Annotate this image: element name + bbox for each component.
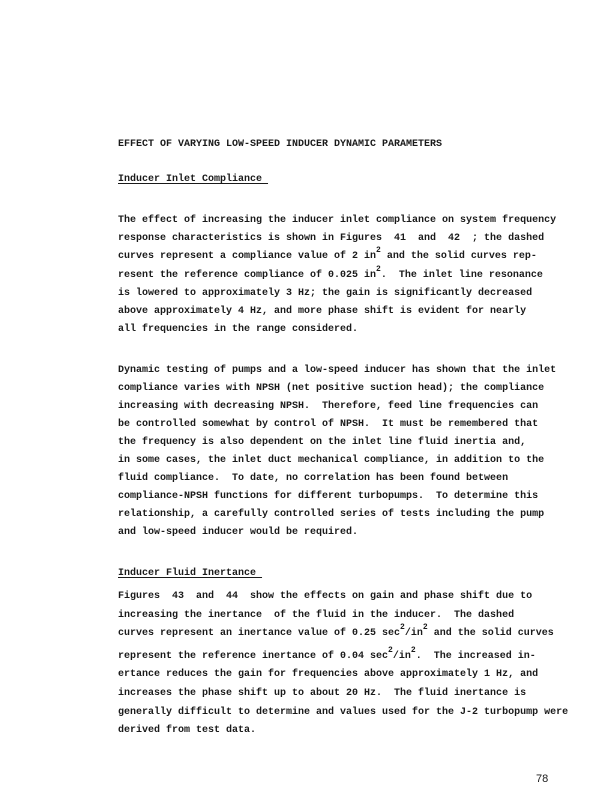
paragraph-line: The effect of increasing the inducer inlet compliance on system frequency: [118, 215, 557, 226]
paragraph-line: represent the reference inertance of 0.04 $\sec^2/in^2$. The increased in-: [118, 645, 536, 662]
paragraph-line: and low-speed inducer would be required.: [118, 527, 359, 538]
section-heading: Inducer Fluid Inertance: [118, 568, 263, 579]
paragraph-line: compliance varies with NPSH (net positive suction head); the compliance: [118, 383, 545, 394]
paragraph-line: curves represent an inertance value of 0.25 $\sec^2/in^2$ and the solid curves: [118, 623, 554, 640]
paragraph-line: be controlled somewhat by control of NPSH. It must be remembered that: [118, 419, 539, 430]
paragraph-line: increasing the inertance of the fluid in the inducer. The dashed: [118, 609, 515, 621]
paragraph-line: response characteristics is shown in Figures 41 and 42 ; the dashed: [118, 233, 545, 245]
paragraph-line: the frequency is also dependent on the inlet line fluid inertia and,: [118, 437, 527, 448]
superscript: 2: [410, 645, 416, 655]
paragraph-line: relationship, a carefully controlled series of tests including the pump: [118, 509, 545, 520]
section-heading: Inducer Inlet Compliance: [118, 174, 269, 185]
paragraph-line: in some cases, the inlet duct mechanical compliance, in addition to the: [118, 455, 545, 466]
paragraph-line: is lowered to approximately 3 Hz; the gain is significantly decreased: [118, 287, 533, 299]
paragraph-line: Figures 43 and 44 show the effects on gain and phase shift due to: [118, 591, 533, 602]
paragraph-line: compliance-NPSH functions for different turbopumps. To determine this: [118, 491, 539, 502]
superscript: 2: [376, 264, 381, 274]
paragraph-line: derived from test data.: [118, 725, 257, 737]
paragraph-line: all frequencies in the range considered.: [118, 324, 359, 336]
paragraph-line: Dynamic testing of pumps and a low-speed inducer has shown that the inlet: [118, 365, 557, 376]
paragraph-line: fluid compliance. To date, no correlation has been found between: [118, 473, 509, 484]
paragraph-line: generally difficult to determine and values used for the J-2 turbopump were: [118, 706, 569, 718]
paragraph-line: resent the reference compliance of 0.025 $in^2$. The inlet line resonance: [118, 264, 543, 281]
paragraph-line: ertance reduces the gain for frequencies above approximately 1 Hz, and: [118, 669, 539, 681]
superscript: 2: [388, 645, 393, 655]
paragraph-line: increasing with decreasing NPSH. Therefore, feed line frequencies can: [118, 401, 539, 412]
paragraph-line: curves represent a compliance value of 2 $in^2$ and the solid curves rep-: [118, 246, 537, 263]
paragraph-line: increases the phase shift up to about 20 Hz. The fluid inertance is: [118, 688, 527, 699]
superscript: 2: [422, 623, 428, 633]
page-title: EFFECT OF VARYING LOW-SPEED INDUCER DYNAMIC PARAMETERS: [118, 139, 443, 150]
paragraph-line: above approximately 4 Hz, and more phase shift is evident for nearly: [118, 306, 527, 317]
superscript: 2: [400, 623, 405, 633]
page-number: 78: [536, 773, 549, 785]
superscript: 2: [376, 246, 381, 256]
